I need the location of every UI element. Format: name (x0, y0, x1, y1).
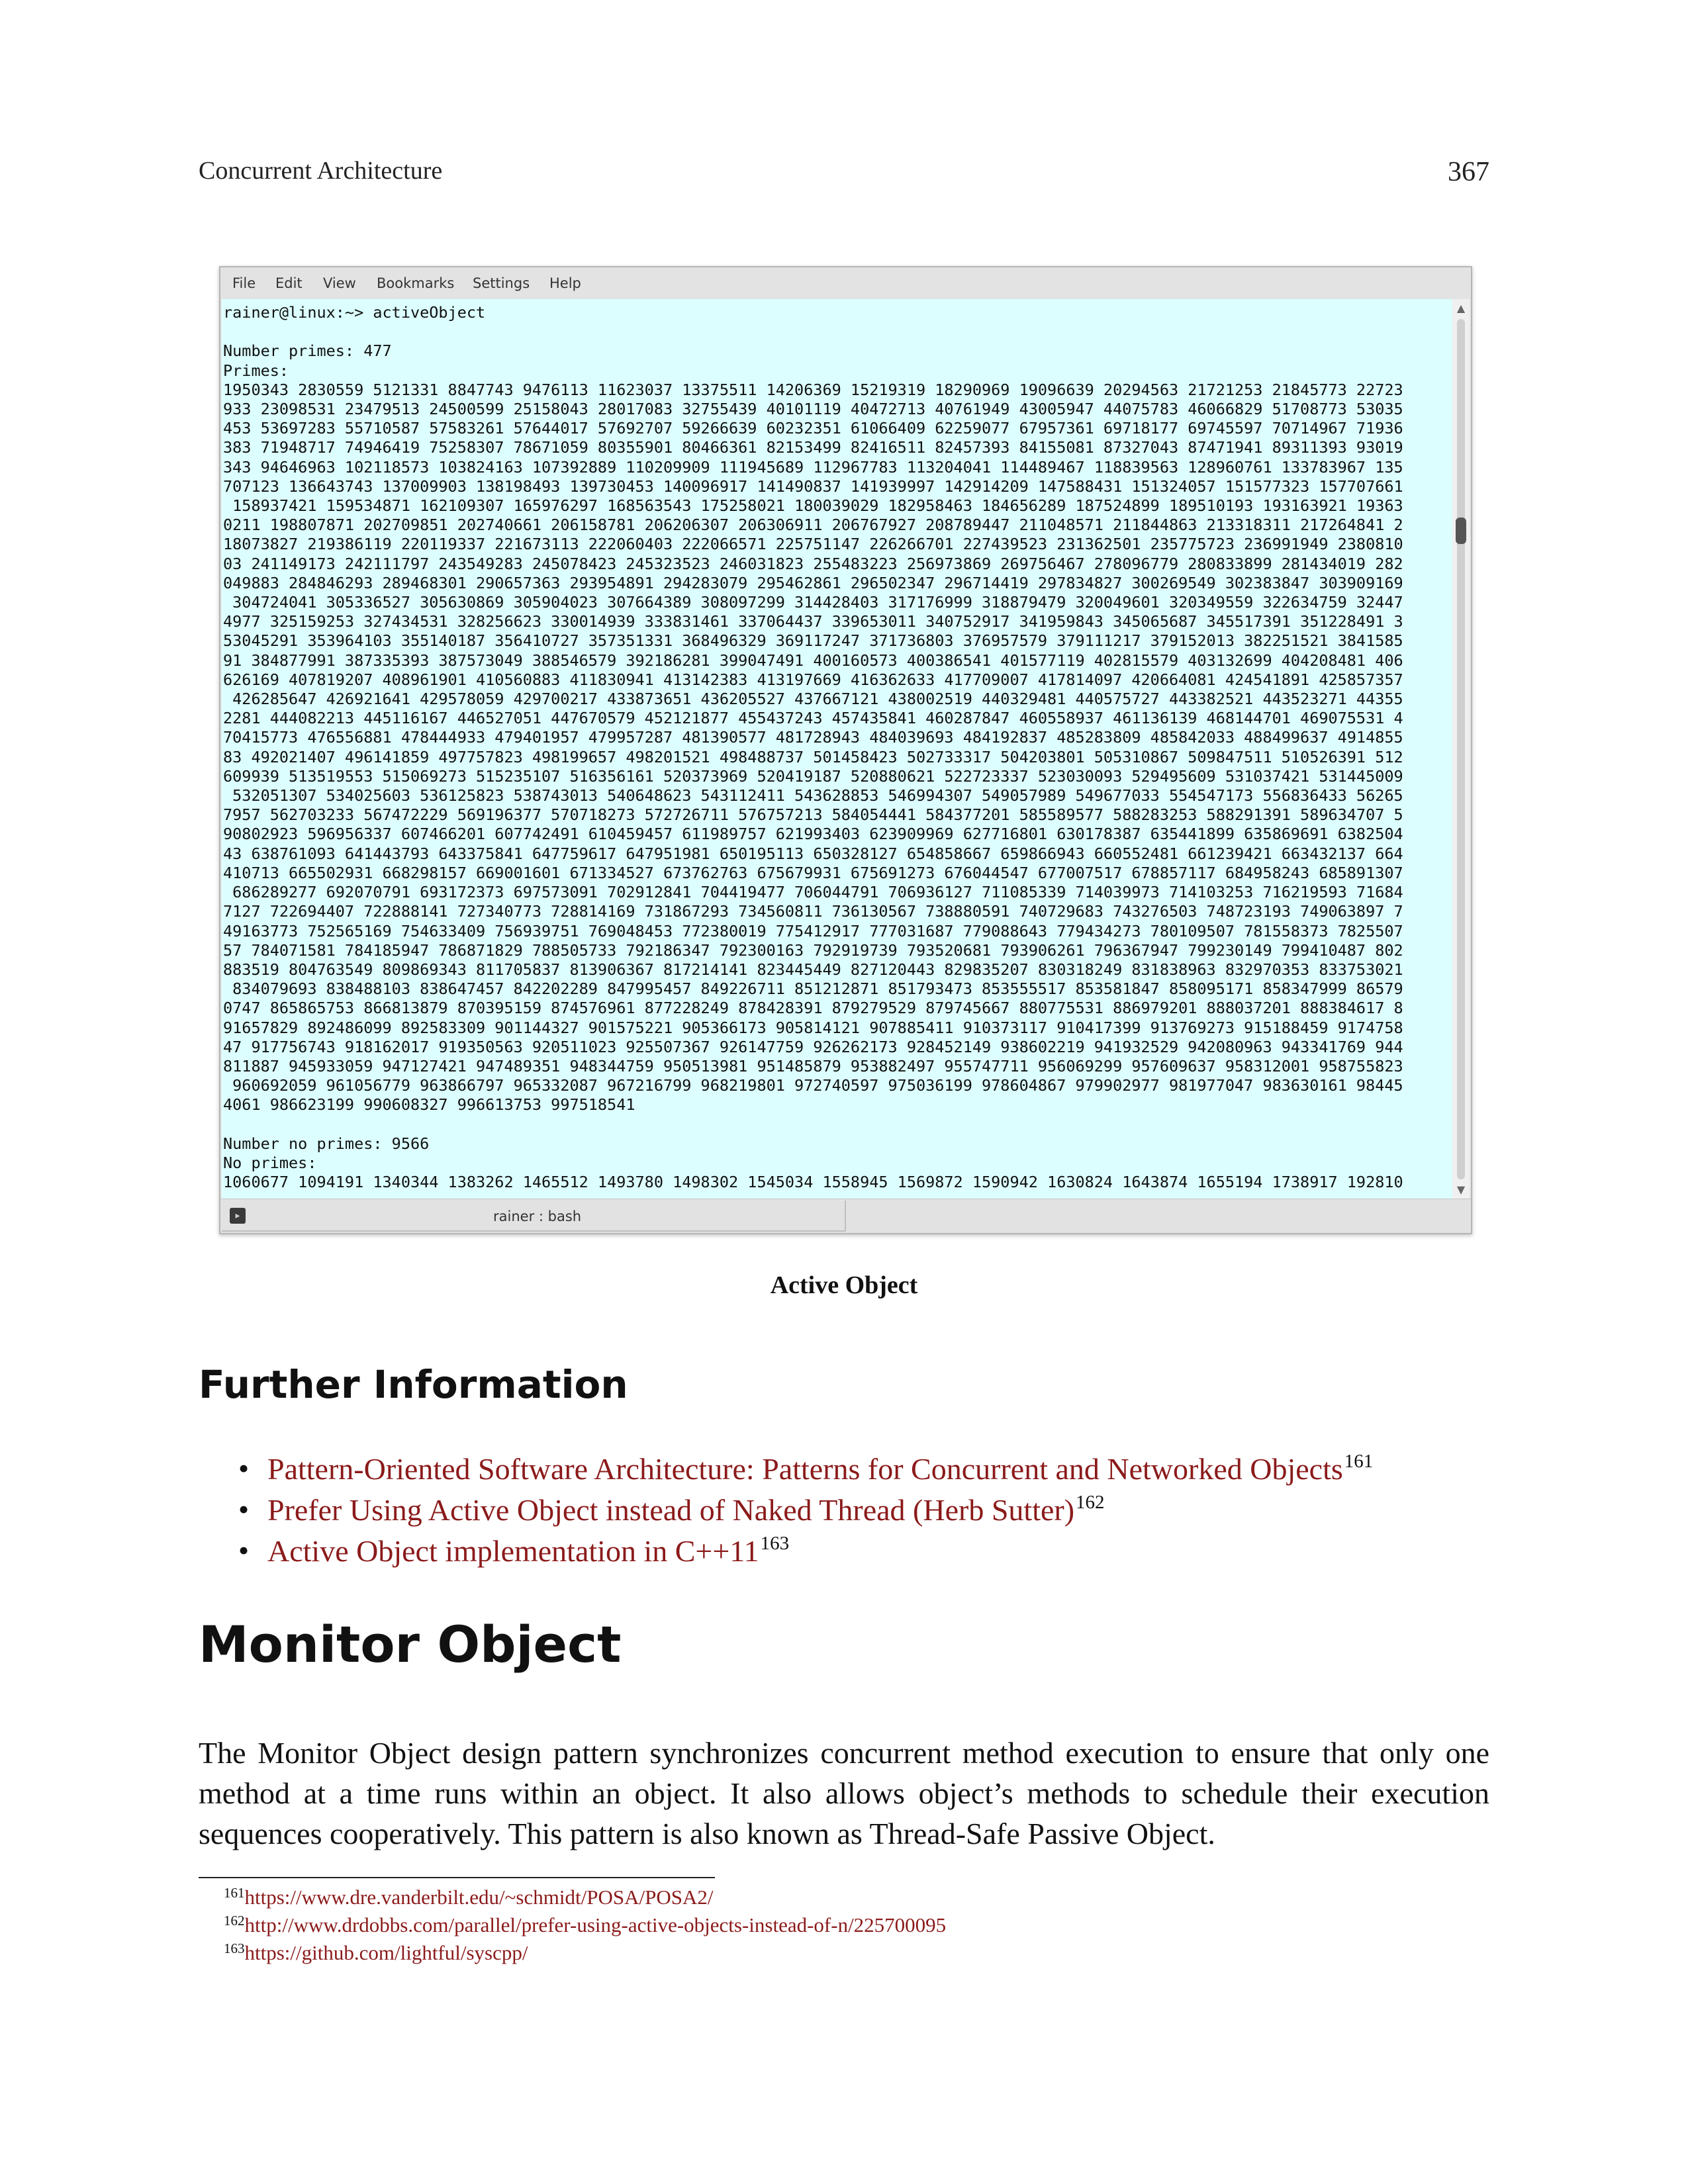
footnote: $^{163}$https://github.com/lightful/syscpp/ (224, 1940, 528, 1964)
monitor-object-paragraph: The Monitor Object design pattern synchronizes concurrent method execution to ensure that only one method at a time runs within an object. It also allows object’s methods to schedule their execution sequences cooperatively. This pattern is also known as Thread-Safe Passive Object. (199, 1736, 1489, 1850)
footnote-link[interactable]: https://github.com/lightful/syscpp/ (244, 1941, 528, 1964)
footnote-ref: 162 (1076, 1492, 1105, 1513)
footnote: $^{162}$http://www.drdobbs.com/parallel/prefer-using-active-objects-instead-of-n/225700095 (224, 1913, 947, 1936)
menu-help[interactable]: Help (549, 275, 581, 291)
chapter-title: Concurrent Architecture (199, 157, 443, 185)
bullet-icon: • (238, 1533, 250, 1567)
footnote-ref: 163 (760, 1533, 790, 1554)
further-information-heading: Further Information (199, 1362, 628, 1407)
terminal-text: rainer@linux:~> activeObject Number primes: 477 Primes: 1950343 2830559 5121331 8847743 9476113 11623037 13375511 14206369 15219319 18290969 19096639 20294563 21721253 21845773 22723 933 23098531 23479513 24500599 25158043 28017083 32755439 40101119 40472713 40761949 43005947 44075783 46066829 51708773 53035 453 53697283 55710587 57583261 57644017 57692707 59266639 60232351 61066409 62259077 67957361 69718177 69745597 70714967 71936 383 71948717 74946419 75258307 78671059 80355901 80466361 82153499 82416511 82457393 84155081 87327043 87471941 89311393 93019 343 94646963 102118573 103824163 107392889 110209909 111945689 112967783 113204041 114489467 118839563 128960761 133783967 135 707123 136643743 137009903 138198493 139730453 140096917 141490837 141939997 142914209 147588431 151324057 151577323 157707661 158937421 159534871 162109307 165976297 168563543 175258021 180039029 182958463 184656289 187524899 189510193 193163921 19363 0211 198807871 202709851 202740661 206158781 206206307 206306911 206767927 208789447 211048571 211844863 213318311 217264841 2 18073827 219386119 220119337 221673113 222060403 222066571 225751147 226266701 227439523 231362501 235775723 236991949 2380810 03 241149173 242111797 243549283 245078423 245323523 246031823 255483223 256973869 269756467 278096779 280833899 281434019 282 049883 284846293 289468301 290657363 293954891 294283079 295462861 296502347 296714419 297834827 300269549 302383847 303909169 304724041 305336527 305630869 305904023 307664389 308097299 314428403 317176999 318879479 320049601 320349559 322634759 32447 4977 325159253 327434531 328256623 330014939 333831461 337064437 339653011 340752917 341959843 345065687 345517391 351228491 3 53045291 353964103 355140187 356410727 357351331 368496329 369117247 371736803 376957579 379111217 379152013 382251521 3841585 91 384877991 387335393 387573049 388546579 392186281 399047491 400160573 400386541 401577119 402815579 403132699 404208481 406 626169 407819207 408961901 410560883 411830941 413142383 413197669 416362633 417709007 417814097 420664081 424541891 425857357 426285647 426921641 429578059 429700217 433873651 436205527 437667121 438002519 440329481 440575727 443382521 443523271 44355 2281 444082213 445116167 446527051 447670579 452121877 455437243 457435841 460287847 460558937 461136139 468144701 469075531 4 70415773 476556881 478444933 479401957 479957287 481390577 481728943 484039693 484192837 485283809 485842033 488499637 4914855 83 492021407 496141859 497757823 498199657 498201521 498488737 501458423 502733317 504203801 505310867 509847511 510526391 512 609939 513519553 515069273 515235107 516356161 520373969 520419187 520880621 522723337 523030093 529495609 531037421 531445009 532051307 534025603 536125823 538743013 540648623 543112411 543628853 546994307 549057989 549677033 554547173 556836433 56265 7957 562703233 567472229 569196377 570718273 572726711 576757213 584054441 584377201 585589577 588283253 588291391 589634707 5 90802923 596956337 607466201 607742491 610459457 611989757 621993403 623909969 627716801 630178387 635441899 635869691 6382504 43 638761093 641443793 643375841 647759617 647951981 650195113 650328127 654858667 659866943 660552481 661239421 663432137 664 410713 665502931 668298157 669001601 671334527 673762763 675679931 675691273 676044547 677007517 678857117 684958243 685891307 686289277 692070791 693172373 697573091 702912841 704419477 706044791 706936127 711085339 714039973 714103253 716219593 71684 7127 722694407 722888141 727340773 728814169 731867293 734560811 736130567 738880591 740729683 743276503 748723193 749063897 7 49163773 752565169 754633409 756939751 769048453 772380019 775412917 777031687 779088643 779434273 780109507 781558373 7825507 57 784071581 784185947 786871829 788505733 792186347 792300163 792919739 793520681 793906261 796367947 799230149 799410487 802 883519 804763549 809869343 811705837 813906367 817214141 823445449 827120443 829835207 830318249 831838963 832970353 833753021 834079693 838488103 838647457 842202289 847995457 849226711 851212871 851793473 853555517 853581847 858095171 858347999 86579 0747 865865753 866813879 870395159 874576961 877228249 878428391 879279529 879745667 880775531 886979201 888037201 888384617 8 91657829 892486099 892583309 901144327 901575221 905366173 905814121 907885411 910373117 910417399 913769273 915188459 9174758 47 917756743 918162017 919350563 920511023 925507367 926147759 926262173 928452149 938602219 941932529 942080963 943341769 944 811887 945933059 947127421 947489351 948344759 950513981 951485879 953882497 955747711 956069299 957609637 958312001 958755823 960692059 961056779 963866797 965332087 967216799 968219801 972740597 975036199 978604867 979902977 981977047 983630161 98445 4061 986623199 990608327 996613753 997518541 Number no primes: 9566 No primes: 1060677 1094191 1340344 1383262 1465512 1493780 1498302 1545034 1558945 1569872 1590942 1630824 1643874 1655194 1738917 192810 (223, 303, 1403, 1192)
link-active-object-cpp11[interactable]: Active Object implementation in $C++11^{163}$ (267, 1533, 790, 1568)
footnote: $^{161}$https://www.dre.vanderbilt.edu/~schmidt/POSA/POSA2/ (224, 1885, 714, 1909)
terminal-icon: ▸ (230, 1208, 246, 1224)
running-header (199, 156, 1489, 189)
terminal-tab[interactable] (222, 1201, 846, 1232)
terminal-tab-label: rainer : bash (493, 1208, 582, 1224)
terminal-output[interactable] (222, 299, 1453, 1201)
footnote-link[interactable]: https://www.dre.vanderbilt.edu/~schmidt/POSA/POSA2/ (244, 1886, 714, 1909)
monitor-object-heading: Monitor Object (199, 1615, 622, 1674)
terminal-scrollbar[interactable] (1452, 299, 1470, 1201)
scroll-up-icon[interactable]: ▲ (1456, 302, 1466, 314)
menu-edit[interactable]: Edit (275, 275, 303, 291)
terminal-window (219, 266, 1472, 1234)
footnote-link[interactable]: http://www.drdobbs.com/parallel/prefer-using-active-objects-instead-of-n/225700095 (244, 1913, 947, 1936)
figure-caption: Active Object (770, 1271, 918, 1299)
link-herb-sutter[interactable]: Prefer Using Active Object instead of Naked Thread (Herb Sutter)$^{162}$ (267, 1492, 1105, 1527)
page-number: 367 (1448, 157, 1489, 187)
footnotes (224, 1885, 946, 1968)
scroll-down-icon[interactable]: ▼ (1456, 1183, 1466, 1196)
bullet-icon: • (238, 1451, 250, 1485)
menu-bookmarks[interactable]: Bookmarks (377, 275, 455, 291)
menu-settings[interactable]: Settings (473, 275, 530, 291)
menu-file[interactable]: File (232, 275, 256, 291)
menu-view[interactable]: View (323, 275, 356, 291)
footnote-divider (199, 1877, 715, 1878)
scroll-track[interactable] (1457, 319, 1465, 1179)
footnote-ref: 161 (1344, 1451, 1374, 1472)
scroll-thumb[interactable] (1456, 518, 1466, 544)
link-posa[interactable]: Pattern-Oriented Software Architecture: Patterns for Concurrent and Networked Objects$^{161}$ (267, 1451, 1374, 1486)
bullet-icon: • (238, 1492, 250, 1526)
terminal-tabbar (220, 1199, 1471, 1233)
terminal-menubar (220, 267, 1471, 299)
